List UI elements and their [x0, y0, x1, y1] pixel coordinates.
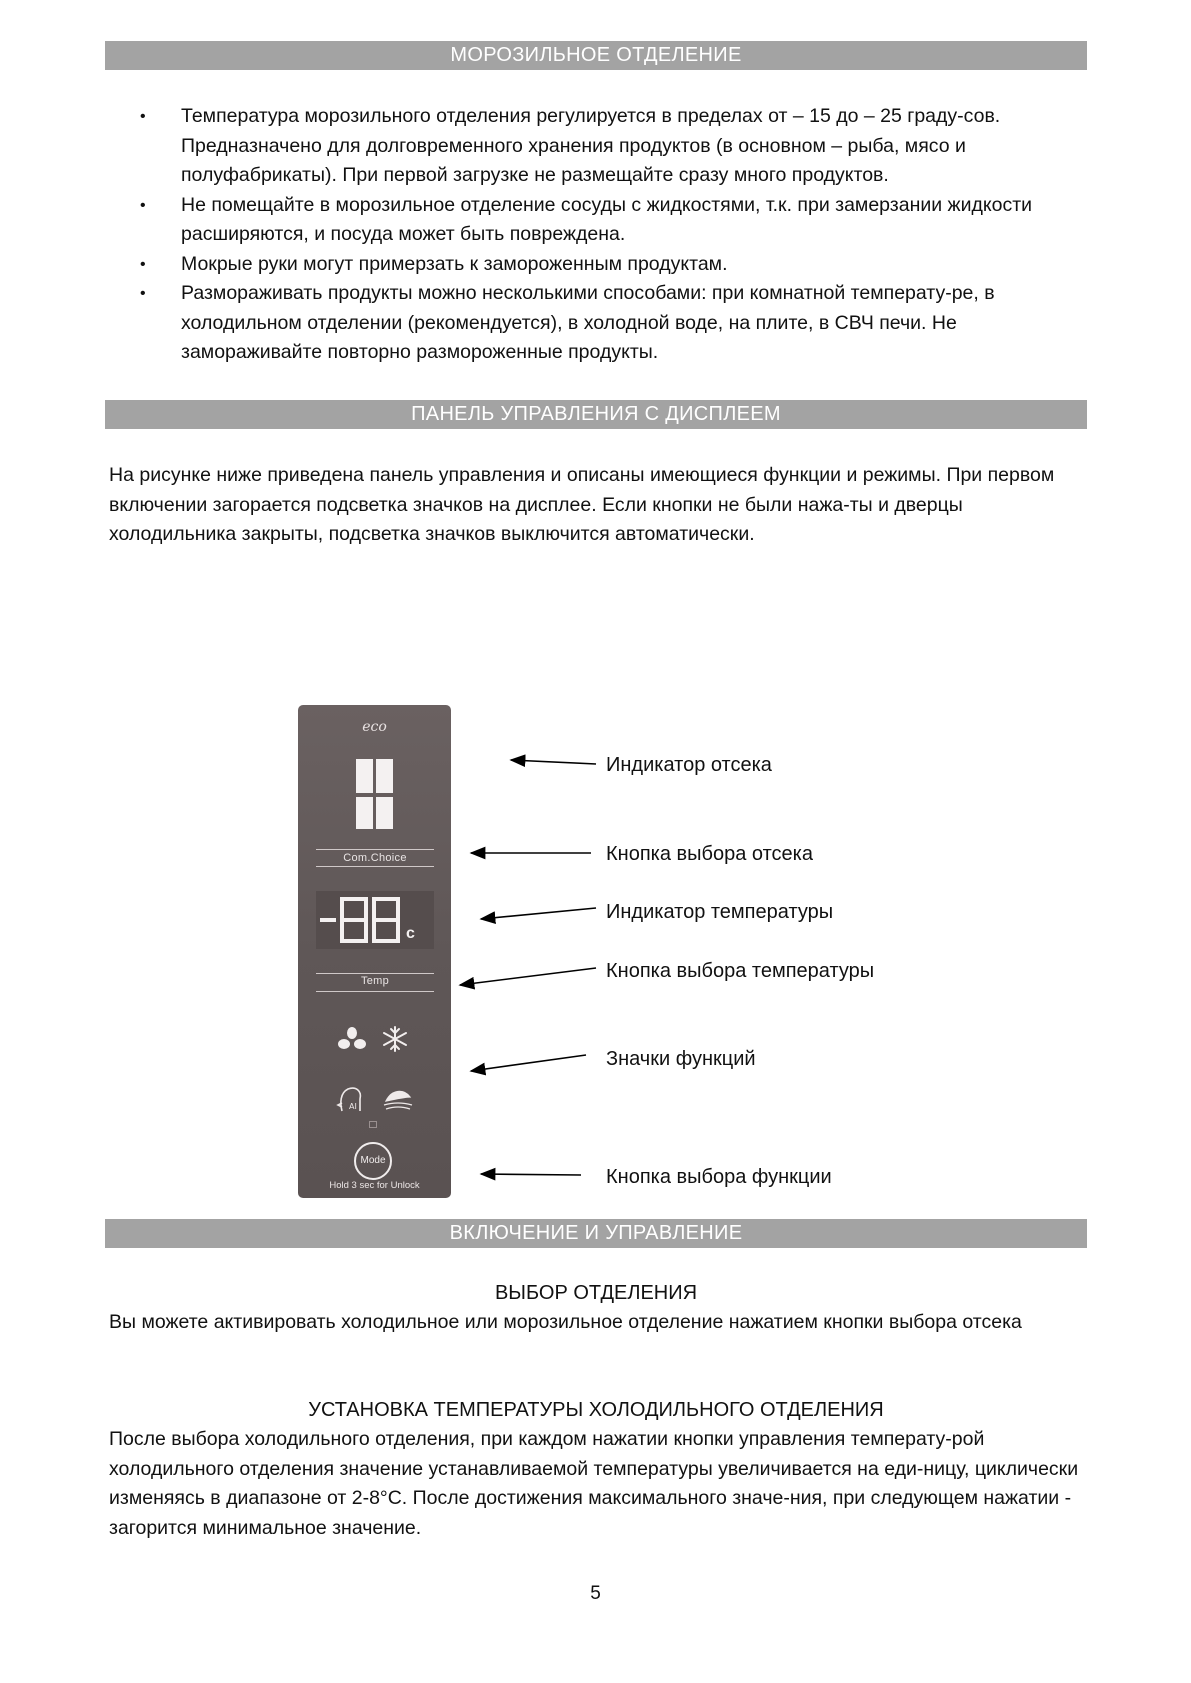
arrow-temperature-indicator — [481, 908, 596, 919]
eco-logo: eco — [362, 719, 387, 735]
page-number: 5 — [590, 1583, 601, 1604]
panel-intro-paragraph: На рисунке ниже приведена панель управления и описаны имеющиеся функции и режимы. При первом включении загорается подсветка значков на дисплее. Если кнопки не были нажа-ты и дверцы холодильника закрыты, подсветка значков выключится автоматически. — [109, 464, 1055, 545]
callout-compartment-button: Кнопка выбора отсека — [606, 843, 813, 865]
temperature-unit: c — [406, 925, 415, 942]
section-header-panel: ПАНЕЛЬ УПРАВЛЕНИЯ С ДИСПЛЕЕМ — [105, 400, 1087, 429]
fridge-temperature-paragraph: После выбора холодильного отделения, при каждом нажатии кнопки управления температу-рой холодильного отделения значение устанавливаемой температуры увеличивается на еди-ницу, циклически изменяясь в диапазоне от 2-8°C. После достижения максимального значе-ния, при следующем нажатии - загорится минимальное значение. — [109, 1428, 1079, 1539]
list-item: • Размораживать продукты можно несколькими способами: при комнатной температу-ре, в холодильном отделении (рекомендуется), в холодной воде, на плите, в СВЧ печи. Не замораживайте повторно размороженные продукты. — [140, 279, 1090, 368]
section-header-freezer: МОРОЗИЛЬНОЕ ОТДЕЛЕНИЕ — [105, 41, 1087, 70]
arrow-mode-button — [481, 1174, 581, 1175]
select-section-paragraph: Вы можете активировать холодильное или морозильное отделение нажатием кнопки выбора отсека — [109, 1311, 1022, 1333]
callout-function-icons: Значки функций — [606, 1048, 756, 1070]
hold-unlock-text: Hold 3 sec for Unlock — [329, 1180, 420, 1191]
list-item: • Не помещайте в морозильное отделение сосуды с жидкостями, т.к. при замерзании жидкости расширяются, и посуда может быть повреждена. — [140, 191, 1090, 250]
subheading-select-section: ВЫБОР ОТДЕЛЕНИЯ — [494, 1282, 698, 1304]
mode-button: Mode — [354, 1142, 392, 1180]
com-choice-button-label: Com.Choice — [343, 852, 407, 864]
svg-text:AI: AI — [349, 1102, 357, 1111]
list-item: • Температура морозильного отделения регулируется в пределах от – 15 до – 25 граду-сов. Предназначено для долговременного хранения продуктов (в основном – рыба, мясо и полуфабрикаты). При первой загрузке не размещайте сразу много продуктов. — [140, 102, 1090, 191]
arrow-function-icons — [471, 1055, 586, 1071]
callout-mode-button: Кнопка выбора функции — [606, 1166, 832, 1188]
section-header-control: ВКЛЮЧЕНИЕ И УПРАВЛЕНИЕ — [105, 1219, 1087, 1248]
callout-compartment-indicator: Индикатор отсека — [606, 754, 772, 776]
arrow-compartment-indicator — [511, 760, 596, 764]
arrow-temperature-button — [460, 968, 596, 985]
callout-temperature-indicator: Индикатор температуры — [606, 901, 834, 923]
list-item: • Мокрые руки могут примерзать к замороженным продуктам. — [140, 250, 1090, 280]
subheading-fridge-temperature: УСТАНОВКА ТЕМПЕРАТУРЫ ХОЛОДИЛЬНОГО ОТДЕЛЕНИЯ — [308, 1399, 884, 1421]
callout-temperature-button: Кнопка выбора температуры — [606, 960, 875, 982]
temp-button-label: Temp — [360, 975, 390, 987]
